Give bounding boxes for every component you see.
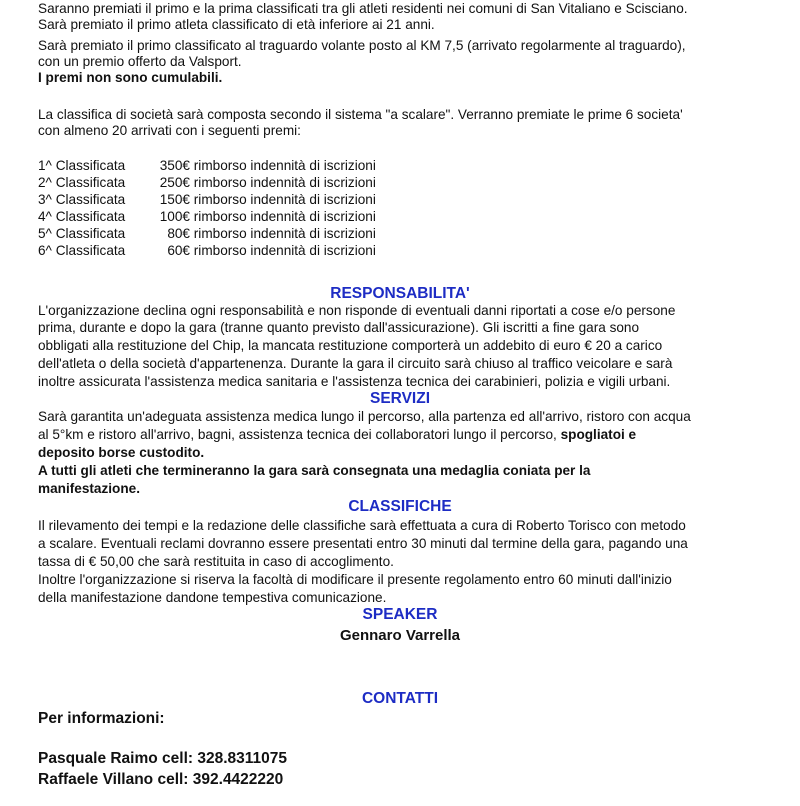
prize-row: [38, 175, 376, 191]
prize-amount: 150€: [159, 192, 190, 207]
prize-description: rimborso indennità di iscrizioni: [193, 192, 376, 207]
servizi-bold-line: deposito borse custodito.: [38, 445, 205, 460]
prize-amount: 100€: [159, 209, 190, 224]
responsabilita-heading: RESPONSABILITA': [330, 285, 470, 302]
responsabilita-line: inoltre assicurata l'assistenza medica sanitaria e l'assistenza tecnica dei carabinieri, polizia e vigili urbani.: [38, 374, 671, 389]
prize-description: rimborso indennità di iscrizioni: [193, 175, 376, 190]
prize-description: rimborso indennità di iscrizioni: [193, 158, 376, 173]
responsabilita-line: dell'atleta o della società d'appartenenza. Durante la gara il circuito sarà chiuso al traffico veicolare e sarà: [38, 356, 673, 371]
servizi-line: Sarà garantita un'adeguata assistenza medica lungo il percorso, alla partenza ed all'arrivo, ristoro con acqua: [38, 409, 691, 424]
medal-note-line: manifestazione.: [38, 481, 140, 496]
prize-intro-line: Sarà premiato il primo atleta classificato di età inferiore ai 21 anni.: [38, 17, 435, 32]
prize-intro-line: con un premio offerto da Valsport.: [38, 54, 242, 69]
prize-row: [38, 158, 376, 174]
contact-entry: Raffaele Villano cell: 392.4422220: [38, 771, 284, 788]
prize-intro-line: Saranno premiati il primo e la prima classificati tra gli atleti residenti nei comuni di San Vitaliano e Scisciano.: [38, 1, 688, 16]
prize-rank: 2^ Classificata: [38, 175, 126, 190]
prize-intro-line: Sarà premiato il primo classificato al traguardo volante posto al KM 7,5 (arrivato regolarmente al traguardo),: [38, 38, 686, 53]
prize-amount: 60€: [167, 243, 190, 258]
prize-rank: 6^ Classificata: [38, 243, 126, 258]
servizi-text: al 5°km e ristoro all'arrivo, bagni, assistenza tecnica dei collaboratori lungo il percorso,: [38, 427, 561, 442]
prize-amount: 350€: [159, 158, 190, 173]
responsabilita-line: obbligati alla restituzione del Chip, la mancata restituzione comporterà un addebito di euro € 20 a carico: [38, 338, 663, 353]
prize-description: rimborso indennità di iscrizioni: [193, 209, 376, 224]
contatti-heading: CONTATTI: [361, 690, 439, 707]
prize-description: rimborso indennità di iscrizioni: [193, 226, 376, 241]
prize-rank: 5^ Classificata: [38, 226, 126, 241]
not-cumulative-note: I premi non sono cumulabili.: [38, 70, 223, 85]
servizi-line: [38, 427, 636, 443]
prize-amount: 80€: [167, 226, 190, 241]
classifiche-line: tassa di € 50,00 che sarà restituita in caso di accoglimento.: [38, 554, 394, 569]
responsabilita-line: L'organizzazione declina ogni responsabilità e non risponde di eventuali danni riportati a cose e/o persone: [38, 303, 676, 318]
speaker-heading: SPEAKER: [362, 606, 438, 623]
team-ranking-line: con almeno 20 arrivati con i seguenti premi:: [38, 123, 301, 138]
team-ranking-line: La classifica di società sarà composta secondo il sistema "a scalare". Verranno premiate le prime 6 societa': [38, 107, 683, 122]
classifiche-heading: CLASSIFICHE: [348, 498, 452, 515]
contact-entry: Pasquale Raimo cell: 328.8311075: [38, 750, 288, 767]
prize-row: [38, 192, 376, 208]
classifiche-line: Inoltre l'organizzazione si riserva la facoltà di modificare il presente regolamento entro 60 minuti dall'inizio: [38, 572, 672, 587]
contact-info-label: Per informazioni:: [38, 710, 165, 727]
prize-row: [38, 209, 376, 225]
prize-row: [38, 226, 376, 242]
prize-row: [38, 243, 376, 259]
prize-rank: 3^ Classificata: [38, 192, 126, 207]
servizi-bold-text: spogliatoi e: [560, 427, 637, 442]
speaker-name: Gennaro Varrella: [339, 627, 461, 644]
responsabilita-line: prima, durante e dopo la gara (tranne quanto previsto dall'assicurazione). Gli iscritti a fine gara sono: [38, 320, 640, 335]
prize-rank: 4^ Classificata: [38, 209, 126, 224]
prize-description: rimborso indennità di iscrizioni: [193, 243, 376, 258]
classifiche-line: a scalare. Eventuali reclami dovranno essere presentati entro 30 minuti dal termine della gara, pagando una: [38, 536, 688, 551]
classifiche-line: Il rilevamento dei tempi e la redazione delle classifiche sarà effettuata a cura di Roberto Torisco con metodo: [38, 518, 686, 533]
medal-note-line: A tutti gli atleti che termineranno la gara sarà consegnata una medaglia coniata per la: [38, 463, 591, 478]
servizi-heading: SERVIZI: [369, 390, 430, 407]
prize-amount: 250€: [159, 175, 190, 190]
prize-rank: 1^ Classificata: [38, 158, 126, 173]
classifiche-line: della manifestazione dandone tempestiva comunicazione.: [38, 590, 387, 605]
